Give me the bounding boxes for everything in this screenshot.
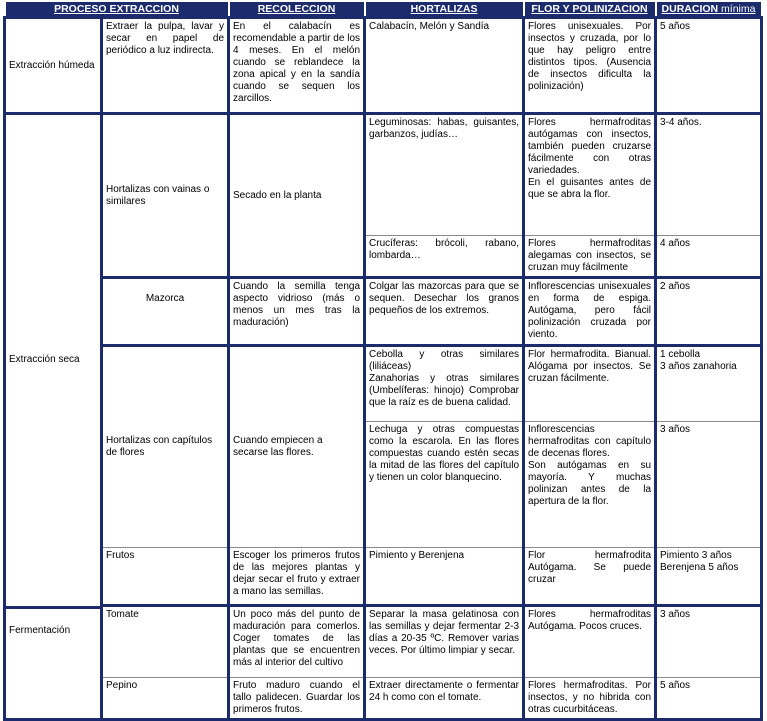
hortalizas-frutos: Pimiento y Berenjena: [365, 548, 524, 606]
tipo-vainas: Hortalizas con vainas o similares: [102, 114, 229, 278]
flor-humeda: Flores unisexuales. Por insectos y cruzada, por lo que hay peligro entre distintos tipos. (Ausencia de insectos dificulta la polinización): [524, 18, 656, 114]
table-row: [5, 346, 762, 422]
hortalizas-mazorca: Colgar las mazorcas para que se sequen. Desechar los granos pequeños de los extremos.: [365, 278, 524, 346]
flor-lechuga-1: Inflorescencias hermafroditas con capítulo de decenas flores.: [528, 424, 652, 459]
hortalizas-cebolla-2: Zanahorias y otras similares (Umbelíferas: hinojo) Comprobar que la raíz es de buena calidad.: [369, 373, 520, 408]
recoleccion-pepino: Fruto maduro cuando el tallo palidecen. Guardar los primeros frutos.: [229, 677, 365, 719]
header-duracion-suffix: mínima: [721, 3, 756, 15]
tipo-capitulos: Hortalizas con capítulos de flores: [102, 346, 229, 548]
recoleccion-mazorca: Cuando la semilla tenga aspecto vidrioso (más o menos un mes tras la maduración): [229, 278, 365, 346]
duracion-frutos: [656, 548, 762, 606]
flor-leguminosas-1: Flores hermafroditas autógamas con insectos, también pueden cruzarse fácilmente con otras variedades.: [528, 117, 652, 176]
hortalizas-pepino: Extraer directamente o fermentar 24 h como con el tomate.: [365, 677, 524, 719]
hortalizas-leguminosas: Leguminosas: habas, guisantes, garbanzos, judías…: [365, 114, 524, 236]
flor-tomate: Flores hermafroditas Autógama. Pocos cruces.: [524, 607, 656, 677]
table-row: [5, 607, 762, 677]
table-row: [5, 18, 762, 114]
table-row: [5, 114, 762, 236]
duracion-lechuga: 3 años: [656, 422, 762, 548]
proceso-fermentacion: Fermentación: [5, 607, 102, 719]
flor-lechuga-2: Son autógamas en su mayoría. Y muchas polinizan antes de la apertura de la flor.: [528, 460, 652, 507]
flor-leguminosas: [524, 114, 656, 236]
recoleccion-vainas: Secado en la planta: [229, 114, 365, 278]
tipo-tomate: Tomate: [102, 607, 229, 677]
flor-cebolla: Flor hermafrodita. Bianual. Alógama por insectos. Se cruzan fácilmente.: [524, 346, 656, 422]
table-row: [5, 677, 762, 719]
flor-cruciferas: Flores hermafroditas alegamas con insectos, se cruzan muy fácilmente: [524, 236, 656, 278]
duracion-frutos-2: Berenjena 5 años: [660, 562, 739, 573]
metodo-humeda: Extraer la pulpa, lavar y secar en papel de periódico a luz indirecta.: [102, 18, 229, 114]
duracion-pepino: 5 años: [656, 677, 762, 719]
duracion-leguminosas: 3-4 años.: [656, 114, 762, 236]
recoleccion-humeda: En el calabacín es recomendable a partir de los 4 meses. En el melón cuando se reblandece la zona apical y en la sandía cuando se sequen los zarcillos.: [229, 18, 365, 114]
proceso-humeda: Extracción húmeda: [5, 18, 102, 114]
hortalizas-tomate: Separar la masa gelatinosa con las semillas y dejar fermentar 2-3 días a 20-35 ºC. Remover varias veces. Por último limpiar y secar.: [365, 607, 524, 677]
tipo-frutos: Frutos: [102, 548, 229, 606]
table-row: [5, 278, 762, 346]
duracion-humeda: 5 años: [656, 18, 762, 114]
duracion-cebolla-1: 1 cebolla: [660, 349, 701, 360]
duracion-cebolla: [656, 346, 762, 422]
recoleccion-capitulos: Cuando empiecen a secarse las flores.: [229, 346, 365, 548]
seed-extraction-table: [3, 2, 763, 721]
flor-frutos: Flor hermafrodita Autógama. Se puede cruzar: [524, 548, 656, 606]
duracion-tomate: 3 años: [656, 607, 762, 677]
header-duracion-label: DURACION: [661, 3, 719, 15]
header-proceso: PROCESO EXTRACCION: [5, 2, 229, 18]
hortalizas-humeda: Calabacín, Melón y Sandía: [365, 18, 524, 114]
header-flor: FLOR Y POLINIZACION: [524, 2, 656, 18]
flor-mazorca: Inflorescencias unisexuales en forma de espiga. Autógama, pero fácil polinización cruzada por viento.: [524, 278, 656, 346]
header-row: [5, 2, 762, 18]
header-hortalizas: HORTALIZAS: [365, 2, 524, 18]
hortalizas-cebolla-1: Cebolla y otras similares (liliáceas): [369, 349, 520, 372]
flor-leguminosas-2: En el guisantes antes de que se abra la flor.: [528, 177, 652, 200]
recoleccion-tomate: Un poco más del punto de maduración para comerlos. Coger tomates de las plantas que se encuentren más al interior del cultivo: [229, 607, 365, 677]
hortalizas-cebolla: [365, 346, 524, 422]
recoleccion-frutos: Escoger los primeros frutos de las mejores plantas y dejar secar el fruto y extraer a mano las semillas.: [229, 548, 365, 606]
table-row: [5, 548, 762, 606]
duracion-cruciferas: 4 años: [656, 236, 762, 278]
duracion-frutos-1: Pimiento 3 años: [660, 550, 732, 561]
header-recoleccion: RECOLECCION: [229, 2, 365, 18]
duracion-mazorca: 2 años: [656, 278, 762, 346]
hortalizas-lechuga: Lechuga y otras compuestas como la escarola. En las flores compuestas cuando estén secas la mitad de las flores del capítulo y tienen un color blanquecino.: [365, 422, 524, 548]
tipo-pepino: Pepino: [102, 677, 229, 719]
tipo-mazorca: Mazorca: [102, 278, 229, 346]
flor-lechuga: [524, 422, 656, 548]
hortalizas-cruciferas: Crucíferas: brócoli, rabano, lombarda…: [365, 236, 524, 278]
flor-pepino: Flores hermafroditas. Por insectos, y no hibrida con otras cucurbitáceas.: [524, 677, 656, 719]
header-duracion: [656, 2, 762, 18]
duracion-cebolla-2: 3 años zanahoria: [660, 361, 737, 372]
proceso-seca: Extracción seca: [5, 114, 102, 608]
